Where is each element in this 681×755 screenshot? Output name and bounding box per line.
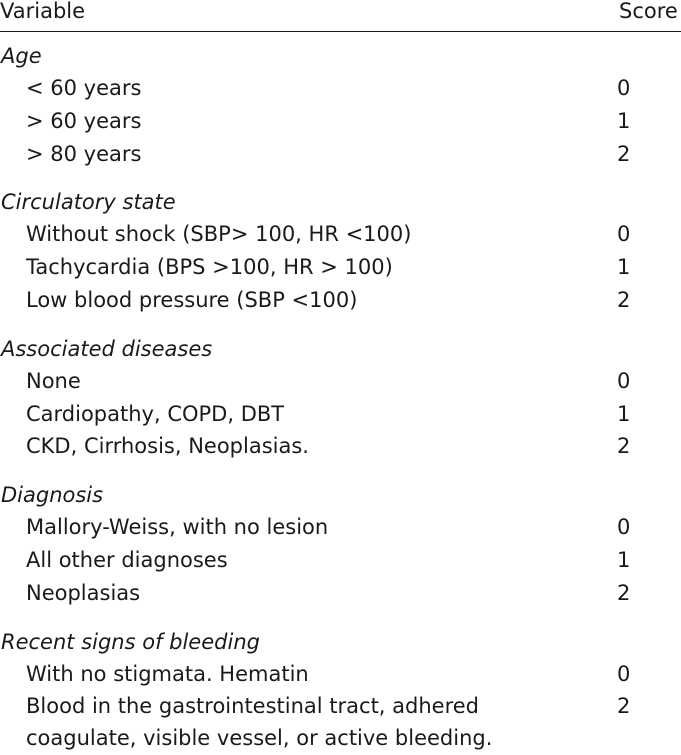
section-title-diagnosis: Diagnosis bbox=[1, 483, 104, 507]
row-score: 0 bbox=[617, 222, 631, 246]
row-score: 2 bbox=[617, 142, 631, 166]
row-score: 1 bbox=[617, 109, 631, 133]
row-label: Tachycardia (BPS >100, HR > 100) bbox=[26, 255, 393, 279]
header-variable: Variable bbox=[0, 0, 86, 23]
row-label: > 80 years bbox=[26, 142, 142, 166]
row-score: 1 bbox=[617, 255, 631, 279]
row-score: 2 bbox=[617, 581, 631, 605]
row-label: Blood in the gastrointestinal tract, adhered bbox=[26, 694, 480, 718]
row-score: 0 bbox=[617, 76, 631, 100]
section-title-age: Age bbox=[1, 44, 42, 68]
section-title-associated-diseases: Associated diseases bbox=[1, 337, 213, 361]
row-score: 0 bbox=[617, 515, 631, 539]
table-header bbox=[0, 0, 681, 32]
row-label: CKD, Cirrhosis, Neoplasias. bbox=[26, 434, 309, 458]
row-label: Neoplasias bbox=[26, 581, 141, 605]
section-title-recent-signs-of-bleeding: Recent signs of bleeding bbox=[1, 630, 260, 654]
row-score: 1 bbox=[617, 402, 631, 426]
row-score: 0 bbox=[617, 369, 631, 393]
row-label: With no stigmata. Hematin bbox=[26, 662, 309, 686]
header-score: Score bbox=[619, 0, 678, 23]
row-label: Cardiopathy, COPD, DBT bbox=[26, 402, 285, 426]
row-score: 1 bbox=[617, 548, 631, 572]
row-label: Mallory-Weiss, with no lesion bbox=[26, 515, 329, 539]
row-score: 0 bbox=[617, 662, 631, 686]
row-score: 2 bbox=[617, 288, 631, 312]
row-label: > 60 years bbox=[26, 109, 142, 133]
row-score: 2 bbox=[617, 694, 631, 718]
row-label: All other diagnoses bbox=[26, 548, 228, 572]
row-score: 2 bbox=[617, 434, 631, 458]
row-label: < 60 years bbox=[26, 76, 142, 100]
row-label: Without shock (SBP> 100, HR <100) bbox=[26, 222, 412, 246]
section-title-circulatory-state: Circulatory state bbox=[1, 190, 176, 214]
row-label: Low blood pressure (SBP <100) bbox=[26, 288, 358, 312]
row-label-continuation: coagulate, visible vessel, or active bleeding. bbox=[26, 726, 493, 750]
row-label: None bbox=[26, 369, 81, 393]
